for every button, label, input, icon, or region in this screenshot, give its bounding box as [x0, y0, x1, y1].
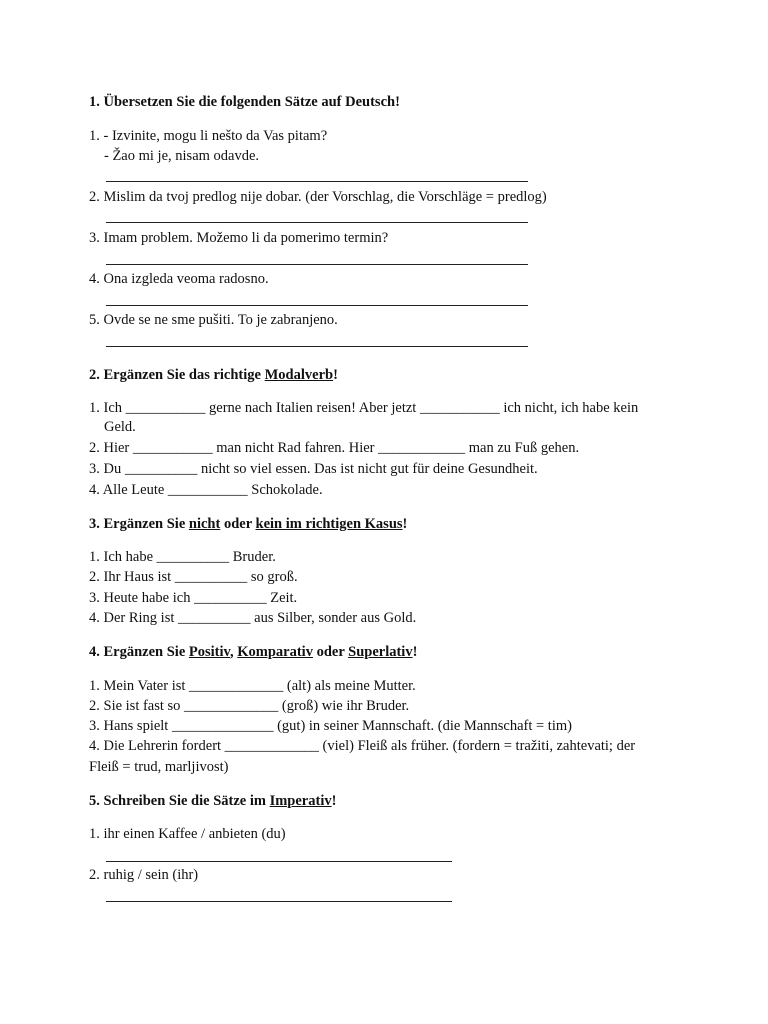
answer-line[interactable] — [106, 264, 528, 265]
heading-underlined: Komparativ — [237, 644, 313, 660]
s5-item-1: 1. ihr einen Kaffee / anbieten (du) — [89, 826, 286, 842]
heading-underlined: Imperativ — [269, 793, 332, 809]
heading-underlined: kein im richtigen Kasus — [255, 516, 403, 532]
answer-line[interactable] — [106, 346, 528, 347]
section-1-heading: 1. Übersetzen Sie die folgenden Sätze auf Deutsch! — [89, 94, 400, 110]
s1-item-3: 3. Imam problem. Možemo li da pomerimo termin? — [89, 230, 389, 246]
s1-item-5: 5. Ovde se ne sme pušiti. To je zabranjeno. — [89, 312, 338, 328]
heading-text: oder — [312, 644, 349, 660]
s4-item-4-cont: Fleiß = trud, marljivost) — [89, 759, 229, 775]
heading-text: 3. Ergänzen Sie — [89, 516, 189, 532]
s1-item-4: 4. Ona izgleda veoma radosno. — [89, 271, 269, 287]
heading-text: ! — [412, 644, 418, 660]
heading-text: oder — [220, 516, 256, 532]
s1-item-1-reply: - Žao mi je, nisam odavde. — [104, 148, 260, 164]
section-3-heading — [89, 515, 407, 533]
heading-underlined: Superlativ — [348, 644, 413, 660]
heading-text: 4. Ergänzen Sie — [89, 644, 189, 660]
heading-underlined: Modalverb — [264, 367, 334, 383]
heading-text: ! — [331, 793, 337, 809]
heading-text: 2. Ergänzen Sie das richtige — [89, 367, 265, 383]
answer-line[interactable] — [106, 861, 452, 862]
heading-text: ! — [333, 367, 338, 383]
section-2-heading — [89, 366, 338, 384]
s3-item-1: 1. Ich habe __________ Bruder. — [89, 549, 276, 565]
answer-line[interactable] — [106, 901, 452, 902]
heading-text: 5. Schreiben Sie die Sätze im — [89, 793, 270, 809]
s4-item-3: 3. Hans spielt ______________ (gut) in seiner Mannschaft. (die Mannschaft = tim) — [89, 718, 572, 734]
heading-text: , — [229, 644, 238, 660]
s2-item-2: 2. Hier ___________ man nicht Rad fahren. Hier ____________ man zu Fuß gehen. — [89, 440, 580, 456]
s2-item-1-cont: Geld. — [104, 419, 136, 435]
s3-item-4: 4. Der Ring ist __________ aus Silber, sonder aus Gold. — [89, 610, 417, 626]
s1-item-2: 2. Mislim da tvoj predlog nije dobar. (der Vorschlag, die Vorschläge = predlog) — [89, 189, 547, 205]
answer-line[interactable] — [106, 181, 528, 182]
s4-item-1: 1. Mein Vater ist _____________ (alt) als meine Mutter. — [89, 678, 416, 694]
s2-item-4: 4. Alle Leute ___________ Schokolade. — [89, 482, 323, 498]
answer-line[interactable] — [106, 222, 528, 223]
s4-item-4: 4. Die Lehrerin fordert _____________ (viel) Fleiß als früher. (fordern = tražiti, zahtevati; der — [89, 738, 636, 754]
s4-item-2: 2. Sie ist fast so _____________ (groß) wie ihr Bruder. — [89, 698, 410, 714]
s1-item-1: 1. - Izvinite, mogu li nešto da Vas pitam? — [89, 128, 328, 144]
heading-underlined: nicht — [188, 516, 221, 532]
section-5-heading — [89, 792, 336, 810]
s5-item-2: 2. ruhig / sein (ihr) — [89, 867, 199, 883]
s2-item-3: 3. Du __________ nicht so viel essen. Das ist nicht gut für deine Gesundheit. — [89, 461, 538, 477]
s3-item-2: 2. Ihr Haus ist __________ so groß. — [89, 569, 298, 585]
answer-line[interactable] — [106, 305, 528, 306]
s2-item-1: 1. Ich ___________ gerne nach Italien reisen! Aber jetzt ___________ ich nicht, ich habe kein — [89, 400, 639, 416]
s3-item-3: 3. Heute habe ich __________ Zeit. — [89, 590, 298, 606]
heading-text: ! — [402, 516, 408, 532]
section-4-heading — [89, 643, 417, 661]
heading-underlined: Positiv — [188, 644, 230, 660]
